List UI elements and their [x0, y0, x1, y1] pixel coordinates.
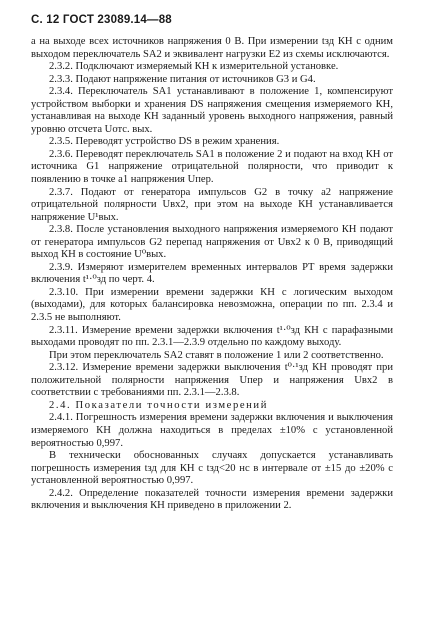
paragraph-continuation: а на выходе всех источников напряжения 0 В. При измерении tзд КН с одним выходом переключатель SA2 и эквивалент нагрузки E2 из схемы исключаются.	[31, 36, 393, 60]
paragraph-2-3-5: 2.3.5. Переводят устройство DS в режим хранения.	[49, 136, 280, 148]
paragraph-2-3-8: 2.3.8. После установления выходного напряжения измеряемого КН подают от генератора импульсов G2 перепад напряжения от Uвх2 к 0 В, приводящий выход КН в состояние U⁰вых.	[31, 224, 393, 261]
paragraph-2-3-2: 2.3.2. Подключают измеряемый КН к измерительной установке.	[49, 61, 339, 73]
paragraph-2-3-6: 2.3.6. Переводят переключатель SA1 в положение 2 и подают на вход КН от источника G1 напряжение отрицательной полярности, что приводит к появлению в точке a1 напряжения Uпер.	[31, 148, 393, 186]
paragraph-2-4-1-note: В технически обоснованных случаях допускается устанавливать погрешность измерения tзд для КН с tзд<20 нс в интервале от ±15 до ±20% с установленной вероятностью 0,997.	[31, 450, 393, 487]
paragraph-2-3-4: 2.3.4. Переключатель SA1 устанавливают в положение 1, компенсируют устройством выборки и хранения DS напряжения смещения измеряемого КН, устанавливая на выходе КН заданный уровень выходного напряжения, равный уровню отсчета Uотс. вых.	[31, 86, 393, 135]
paragraph-2-4-1: 2.4.1. Погрешность измерения времени задержки включения и выключения измеряемого КН должна находиться в пределах ±10% с установленной вероятностью 0,997.	[31, 412, 393, 449]
document-page	[31, 14, 393, 513]
paragraph-2-3-11: 2.3.11. Измерение времени задержки включения t¹·⁰зд КН с парафазными выходами проводят по пп. 2.3.1—2.3.9 отдельно по каждому выходу.	[31, 324, 393, 349]
section-heading-2-4: 2.4. Показатели точности измерений	[49, 399, 268, 411]
paragraph-2-3-10: 2.3.10. При измерении времени задержки КН с логическим выходом (выходами), для которых балансировка невозможна, операции по пп. 2.3.4 и 2.3.5 не выполняют.	[31, 286, 393, 324]
document-body	[31, 36, 393, 513]
paragraph-2-3-12: 2.3.12. Измерение времени задержки выключения t⁰·¹зд КН проводят при положительной полярности напряжения Uпер и напряжения Uвх2 в соответствии с требованиями пп. 2.3.1—2.3.8.	[31, 362, 393, 399]
paragraph-2-3-7: 2.3.7. Подают от генератора импульсов G2 в точку a2 напряжение отрицательной полярности Uвх2, при этом на выходе КН устанавливается напряжение U¹вых.	[31, 186, 393, 223]
paragraph-2-4-2: 2.4.2. Определение показателей точности измерения времени задержки включения и выключения КН приведено в приложении 2.	[31, 487, 393, 512]
page-header: С. 12 ГОСТ 23089.14—88	[31, 14, 172, 26]
paragraph-2-3-11-note: При этом переключатель SA2 ставят в положение 1 или 2 соответственно.	[49, 349, 384, 361]
paragraph-2-3-9: 2.3.9. Измеряют измерителем временных интервалов PT время задержки включения t¹·⁰зд по черт. 4.	[31, 261, 393, 286]
paragraph-2-3-3: 2.3.3. Подают напряжение питания от источников G3 и G4.	[49, 73, 316, 85]
